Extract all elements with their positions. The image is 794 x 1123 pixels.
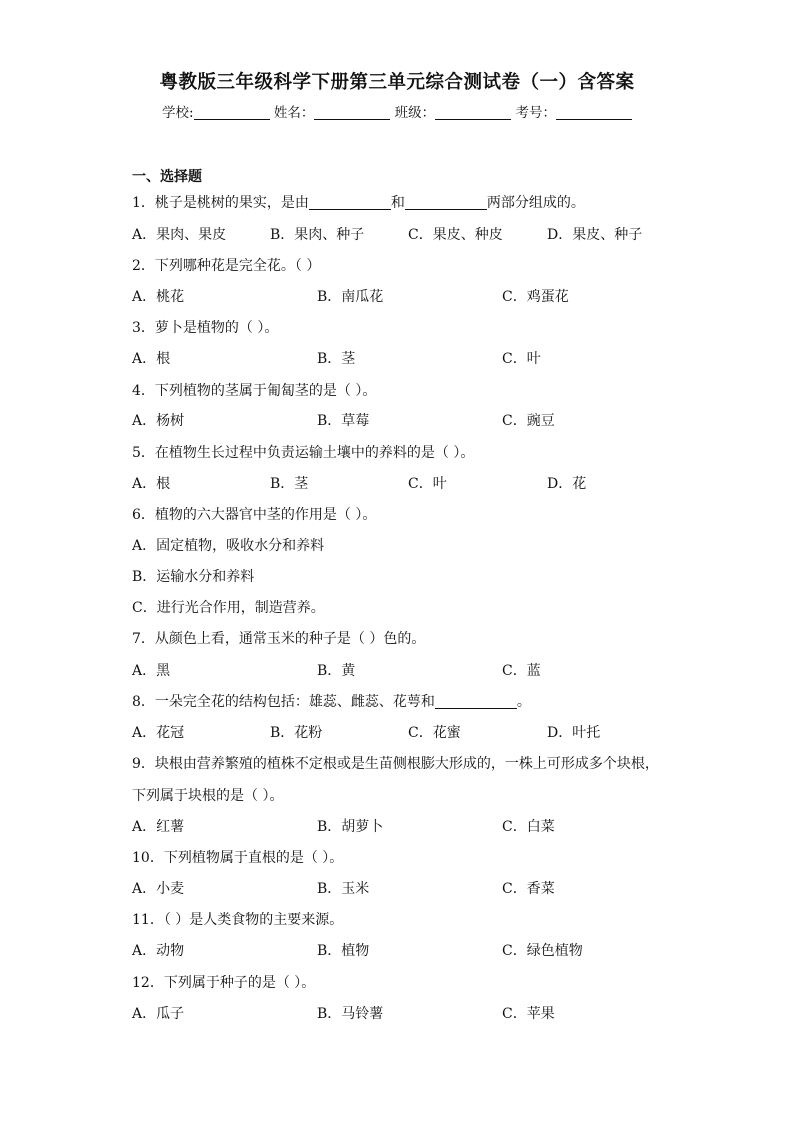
question-4-option-b[interactable]: B．草莓 (317, 413, 370, 429)
question-8-text-a: 8．一朵完全花的结构包括：雄蕊、雌蕊、花萼和 (132, 694, 435, 710)
question-7-option-c[interactable]: C．蓝 (502, 663, 541, 679)
question-8-blank[interactable] (435, 693, 517, 709)
question-8-text-b: 。 (516, 694, 531, 710)
question-1 (132, 192, 585, 212)
question-5-option-d[interactable]: D．花 (547, 476, 587, 492)
page-title: 粤教版三年级科学下册第三单元综合测试卷（一）含答案 (159, 72, 635, 93)
question-10-option-b[interactable]: B．玉米 (317, 881, 370, 897)
question-11-option-c[interactable]: C．绿色植物 (502, 943, 583, 959)
question-6-option-b[interactable]: B．运输水分和养料 (132, 569, 255, 585)
question-1-blank-1[interactable] (309, 194, 391, 210)
section-title: 一、选择题 (132, 169, 202, 185)
question-9-line-1: 9．块根由营养繁殖的植株不定根或是生苗侧根膨大形成的，一株上可形成多个块根， (132, 756, 659, 772)
question-1-text-a: 1．桃子是桃树的果实，是由 (132, 195, 309, 211)
question-12-option-b[interactable]: B．马铃薯 (317, 1006, 384, 1022)
question-11-option-b[interactable]: B．植物 (317, 943, 370, 959)
question-4-option-c[interactable]: C．豌豆 (502, 413, 555, 429)
question-1-option-b[interactable]: B．果肉、种子 (270, 227, 365, 243)
question-5-option-a[interactable]: A．根 (132, 476, 171, 492)
question-3-option-a[interactable]: A．根 (132, 351, 171, 367)
question-6-option-a[interactable]: A．固定植物，吸收水分和养料 (132, 538, 325, 554)
class-label: 班级： (394, 105, 436, 121)
name-label: 姓名： (273, 105, 315, 121)
question-3-option-b[interactable]: B．茎 (317, 351, 356, 367)
question-8 (132, 691, 531, 711)
question-1-text-b: 和 (390, 195, 405, 211)
question-9-line-2: 下列属于块根的是（ ）。 (132, 788, 284, 804)
question-1-option-a[interactable]: A．果肉、果皮 (132, 227, 227, 243)
question-7-option-b[interactable]: B．黄 (317, 663, 356, 679)
question-1-blank-2[interactable] (405, 194, 487, 210)
question-9-option-a[interactable]: A．红薯 (132, 819, 185, 835)
question-1-option-d[interactable]: D．果皮、种子 (547, 227, 643, 243)
question-2: 2．下列哪种花是完全花。（ ） (132, 258, 321, 274)
question-10-option-c[interactable]: C．香菜 (502, 881, 555, 897)
question-9-option-b[interactable]: B．胡萝卜 (317, 819, 384, 835)
question-5: 5．在植物生长过程中负责运输土壤中的养料的是（ ）。 (132, 445, 475, 461)
question-4: 4．下列植物的茎属于匍匐茎的是（ ）。 (132, 383, 377, 399)
question-2-option-c[interactable]: C．鸡蛋花 (502, 289, 569, 305)
question-4-option-a[interactable]: A．杨树 (132, 413, 185, 429)
question-10-option-a[interactable]: A．小麦 (132, 881, 185, 897)
school-blank[interactable] (194, 105, 270, 120)
question-12: 12．下列属于种子的是（ ）。 (132, 975, 316, 991)
question-10: 10．下列植物属于直根的是（ ）。 (132, 850, 344, 866)
question-11: 11．（ ）是人类食物的主要来源。 (132, 912, 344, 928)
question-8-option-d[interactable]: D．叶托 (547, 725, 601, 741)
exam-number-blank[interactable] (556, 105, 632, 120)
question-1-text-c: 两部分组成的。 (486, 195, 585, 211)
question-8-option-b[interactable]: B．花粉 (270, 725, 323, 741)
question-2-option-a[interactable]: A．桃花 (132, 289, 185, 305)
question-8-option-c[interactable]: C．花蜜 (408, 725, 461, 741)
question-5-option-b[interactable]: B．茎 (270, 476, 309, 492)
school-label: 学校: (162, 105, 194, 121)
question-3: 3．萝卜是植物的（ ）。 (132, 320, 279, 336)
question-11-option-a[interactable]: A．动物 (132, 943, 185, 959)
question-2-option-b[interactable]: B．南瓜花 (317, 289, 384, 305)
name-blank[interactable] (314, 105, 390, 120)
question-8-option-a[interactable]: A．花冠 (132, 725, 185, 741)
exam-number-label: 考号： (515, 105, 556, 121)
question-1-option-c[interactable]: C．果皮、种皮 (408, 227, 503, 243)
question-6-option-c[interactable]: C．进行光合作用，制造营养。 (132, 600, 325, 616)
student-info-line (0, 101, 794, 121)
question-12-option-a[interactable]: A．瓜子 (132, 1006, 185, 1022)
question-5-option-c[interactable]: C．叶 (408, 476, 447, 492)
question-6: 6．植物的六大器官中茎的作用是（ ）。 (132, 507, 377, 523)
class-blank[interactable] (435, 105, 511, 120)
question-3-option-c[interactable]: C．叶 (502, 351, 541, 367)
question-12-option-c[interactable]: C．苹果 (502, 1006, 555, 1022)
question-7-option-a[interactable]: A．黑 (132, 663, 171, 679)
question-7: 7．从颜色上看，通常玉米的种子是（ ）色的。 (132, 631, 426, 647)
question-9-option-c[interactable]: C．白菜 (502, 819, 555, 835)
